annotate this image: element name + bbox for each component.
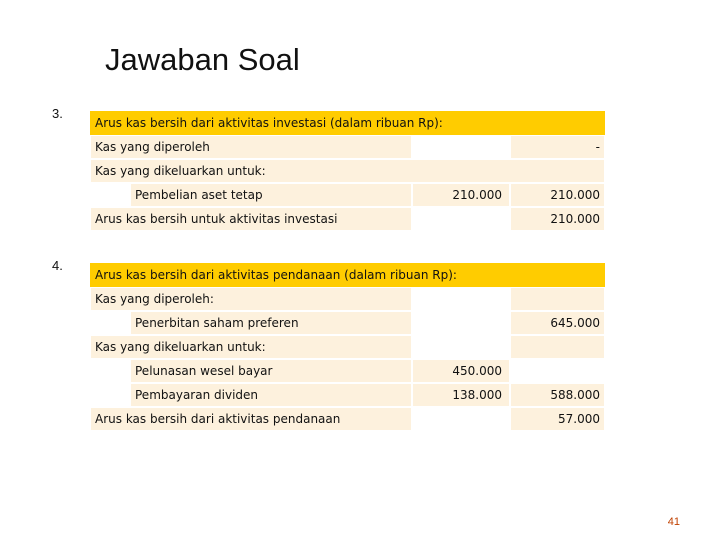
row-total: 210.000 [550,188,600,202]
row-label: Arus kas bersih untuk aktivitas investasi [95,212,338,226]
table-row [90,311,605,335]
table-row [90,135,605,159]
row-label: Kas yang diperoleh [95,140,210,154]
row-amount: 450.000 [452,364,502,378]
row-label: Penerbitan saham preferen [135,316,299,330]
row-total: 645.000 [550,316,600,330]
row-total: 210.000 [550,212,600,226]
table-row [90,383,605,407]
table-row [90,359,605,383]
header-label: Arus kas bersih dari aktivitas pendanaan (dalam ribuan Rp): [95,268,457,282]
row-label: Pembelian aset tetap [135,188,263,202]
table-row [90,207,605,231]
row-label: Kas yang diperoleh: [95,292,214,306]
row-total: 588.000 [550,388,600,402]
row-amount: 210.000 [452,188,502,202]
row-amount: 138.000 [452,388,502,402]
question-number-4: 4. [52,258,63,273]
table-header [90,111,605,135]
table-row [90,287,605,311]
table-row [90,159,605,183]
page-title: Jawaban Soal [105,42,300,77]
row-label: Kas yang dikeluarkan untuk: [95,164,266,178]
page-number: 41 [667,516,680,528]
row-total: - [595,140,600,154]
table-q4 [90,263,605,431]
question-number-3: 3. [52,106,63,121]
table-header [90,263,605,287]
row-label: Kas yang dikeluarkan untuk: [95,340,266,354]
row-label: Arus kas bersih dari aktivitas pendanaan [95,412,341,426]
header-label: Arus kas bersih dari aktivitas investasi (dalam ribuan Rp): [95,116,443,130]
row-total: 57.000 [558,412,600,426]
table-row [90,183,605,207]
table-row [90,335,605,359]
table-q3 [90,111,605,231]
row-label: Pelunasan wesel bayar [135,364,273,378]
row-label: Pembayaran dividen [135,388,259,402]
table-row [90,407,605,431]
